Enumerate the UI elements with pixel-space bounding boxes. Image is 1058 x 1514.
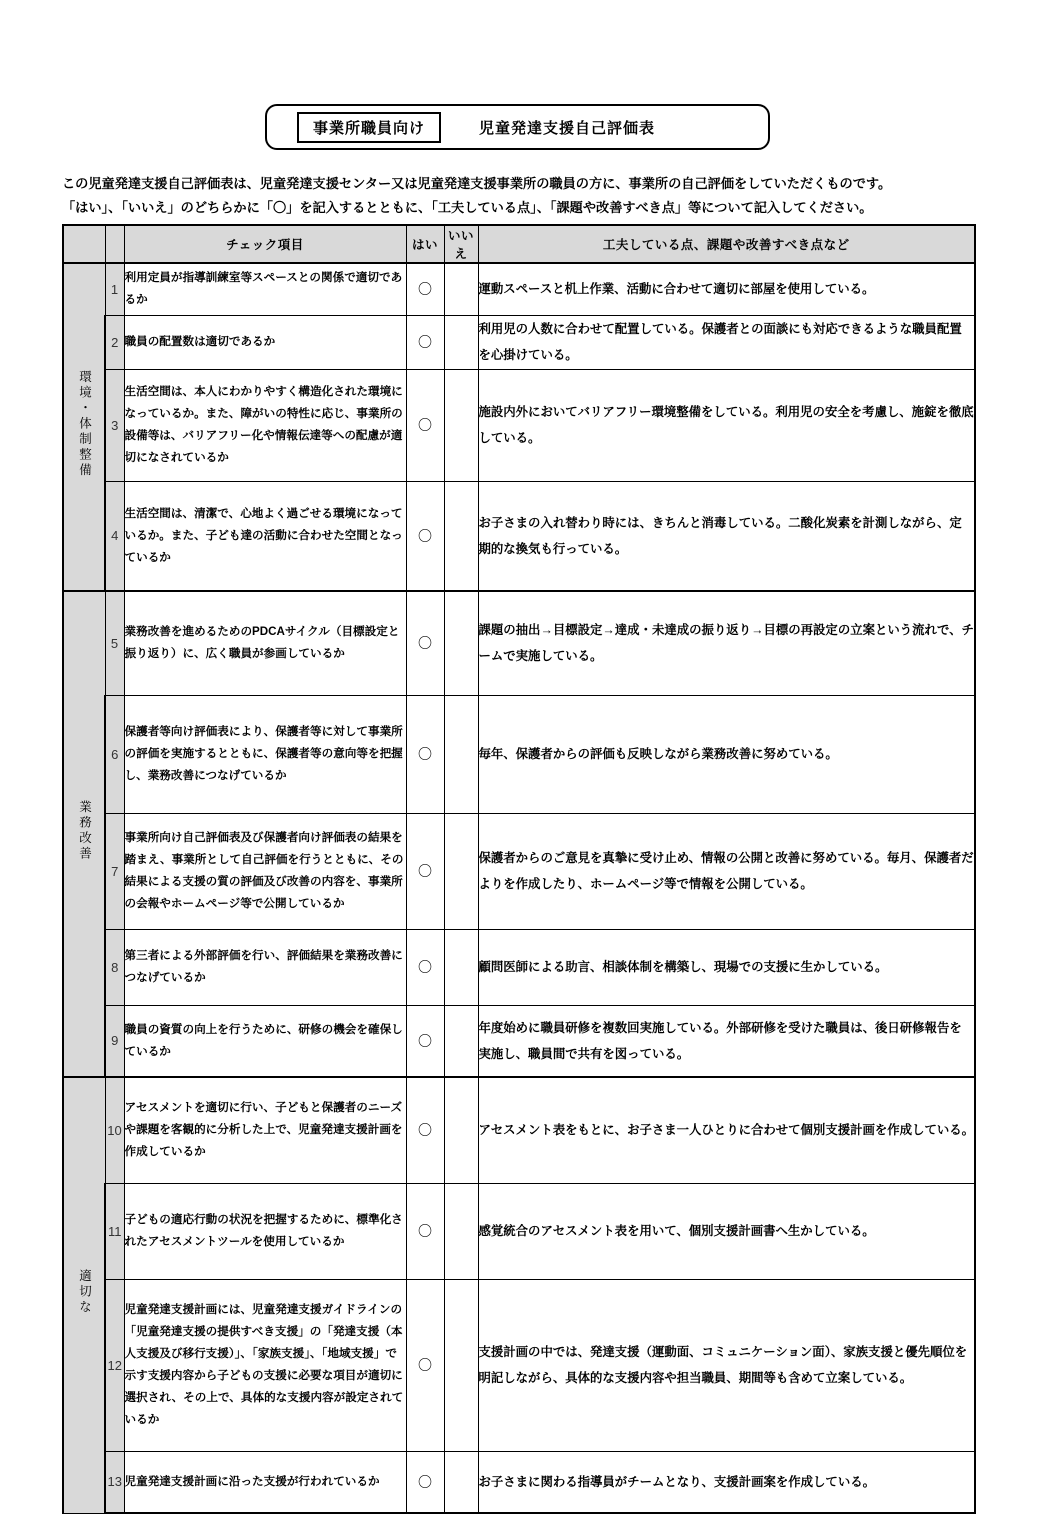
check-item-text: 児童発達支援計画に沿った支援が行われているか [124, 1451, 406, 1513]
remarks-text[interactable]: 年度始めに職員研修を複数回実施している。外部研修を受けた職員は、後日研修報告を実施し、職員間で共有を図っている。 [478, 1005, 975, 1077]
table-row [63, 591, 975, 695]
yes-answer-cell[interactable] [406, 1077, 444, 1183]
no-answer-cell[interactable] [444, 1005, 478, 1077]
circle-mark-icon: 〇 [418, 281, 432, 298]
no-answer-cell[interactable] [444, 1077, 478, 1183]
circle-mark-icon: 〇 [418, 863, 432, 879]
remarks-text[interactable]: 運動スペースと机上作業、活動に合わせて適切に部屋を使用している。 [478, 263, 975, 315]
row-number: 1 [105, 263, 124, 315]
check-item-text: 業務改善を進めるためのPDCAサイクル（目標設定と振り返り）に、広く職員が参画しているか [124, 591, 406, 695]
no-answer-cell[interactable] [444, 481, 478, 591]
circle-mark-icon: 〇 [418, 1223, 432, 1239]
circle-mark-icon: 〇 [418, 417, 432, 433]
row-number: 8 [105, 929, 124, 1005]
title-banner [265, 104, 770, 150]
category-label-cell [63, 591, 105, 1077]
remarks-text[interactable]: 課題の抽出→目標設定→達成・未達成の振り返り→目標の再設定の立案という流れで、チームで実施している。 [478, 591, 975, 695]
col-header-remarks: 工夫している点、課題や改善すべき点など [478, 225, 975, 263]
check-item-text: 保護者等向け評価表により、保護者等に対して事業所の評価を実施するとともに、保護者等の意向等を把握し、業務改善につなげているか [124, 695, 406, 813]
check-item-text: 生活空間は、本人にわかりやすく構造化された環境になっているか。また、障がいの特性に応じ、事業所の設備等は、バリアフリー化や情報伝達等への配慮が適切になされているか [124, 369, 406, 481]
no-answer-cell[interactable] [444, 263, 478, 315]
check-item-text: 職員の資質の向上を行うために、研修の機会を確保しているか [124, 1005, 406, 1077]
category-label: 適切な [77, 1269, 92, 1316]
yes-answer-cell[interactable] [406, 315, 444, 369]
category-label-cell [63, 263, 105, 591]
row-number: 7 [105, 813, 124, 929]
table-row [63, 695, 975, 813]
circle-mark-icon: 〇 [418, 1122, 432, 1139]
table-row [63, 315, 975, 369]
remarks-text[interactable]: 利用児の人数に合わせて配置している。保護者との面談にも対応できるような職員配置を心掛けている。 [478, 315, 975, 369]
no-answer-cell[interactable] [444, 1183, 478, 1279]
check-item-text: 事業所向け自己評価表及び保護者向け評価表の結果を踏まえ、事業所として自己評価を行うとともに、その結果による支援の質の評価及び改善の内容を、事業所の会報やホームページ等で公開しているか [124, 813, 406, 929]
no-answer-cell[interactable] [444, 369, 478, 481]
table-row [63, 813, 975, 929]
col-header-category [63, 225, 105, 263]
circle-mark-icon: 〇 [418, 1357, 432, 1373]
circle-mark-icon: 〇 [418, 334, 432, 350]
remarks-text[interactable]: 保護者からのご意見を真摯に受け止め、情報の公開と改善に努めている。毎月、保護者だよりを作成したり、ホームページ等で情報を公開している。 [478, 813, 975, 929]
circle-mark-icon: 〇 [418, 635, 432, 652]
row-number: 6 [105, 695, 124, 813]
remarks-text[interactable]: お子さまの入れ替わり時には、きちんと消毒している。二酸化炭素を計測しながら、定期的な換気も行っている。 [478, 481, 975, 591]
remarks-text[interactable]: アセスメント表をもとに、お子さま一人ひとりに合わせて個別支援計画を作成している。 [478, 1077, 975, 1183]
circle-mark-icon: 〇 [418, 527, 432, 544]
no-answer-cell[interactable] [444, 695, 478, 813]
check-item-text: 職員の配置数は適切であるか [124, 315, 406, 369]
circle-mark-icon: 〇 [418, 959, 432, 975]
evaluation-table-wrapper [62, 224, 974, 1514]
no-answer-cell[interactable] [444, 813, 478, 929]
row-number: 5 [105, 591, 124, 695]
yes-answer-cell[interactable] [406, 695, 444, 813]
intro-line-2: 「はい」、「いいえ」のどちらかに「〇」を記入するとともに、「工夫している点」、「課題や改善すべき点」等について記入してください。 [62, 200, 873, 215]
table-row [63, 1183, 975, 1279]
check-item-text: アセスメントを適切に行い、子どもと保護者のニーズや課題を客観的に分析した上で、児童発達支援計画を作成しているか [124, 1077, 406, 1183]
check-item-text: 利用定員が指導訓練室等スペースとの関係で適切であるか [124, 263, 406, 315]
yes-answer-cell[interactable] [406, 1451, 444, 1513]
row-number: 13 [105, 1451, 124, 1513]
category-label-cell [63, 1077, 105, 1513]
title-audience-tag: 事業所職員向け [297, 112, 441, 143]
yes-answer-cell[interactable] [406, 263, 444, 315]
row-number: 4 [105, 481, 124, 591]
table-row [63, 1279, 975, 1451]
intro-line-1: この児童発達支援自己評価表は、児童発達支援センター又は児童発達支援事業所の職員の方に、事業所の自己評価をしていただくものです。 [62, 176, 892, 191]
remarks-text[interactable]: お子さまに関わる指導員がチームとなり、支援計画案を作成している。 [478, 1451, 975, 1513]
check-item-text: 生活空間は、清潔で、心地よく過ごせる環境になっているか。また、子ども達の活動に合わせた空間となっているか [124, 481, 406, 591]
table-row [63, 369, 975, 481]
yes-answer-cell[interactable] [406, 1279, 444, 1451]
yes-answer-cell[interactable] [406, 1183, 444, 1279]
yes-answer-cell[interactable] [406, 369, 444, 481]
col-header-number [105, 225, 124, 263]
remarks-text[interactable]: 施設内外においてバリアフリー環境整備をしている。利用児の安全を考慮し、施錠を徹底している。 [478, 369, 975, 481]
table-row [63, 929, 975, 1005]
row-number: 3 [105, 369, 124, 481]
yes-answer-cell[interactable] [406, 1005, 444, 1077]
col-header-item: チェック項目 [124, 225, 406, 263]
intro-paragraph [62, 172, 1012, 220]
row-number: 2 [105, 315, 124, 369]
remarks-text[interactable]: 支援計画の中では、発達支援（運動面、コミュニケーション面）、家族支援と優先順位を明記しながら、具体的な支援内容や担当職員、期間等も含めて立案している。 [478, 1279, 975, 1451]
no-answer-cell[interactable] [444, 591, 478, 695]
check-item-text: 子どもの適応行動の状況を把握するために、標準化されたアセスメントツールを使用しているか [124, 1183, 406, 1279]
circle-mark-icon: 〇 [418, 746, 432, 762]
table-row [63, 1077, 975, 1183]
row-number: 10 [105, 1077, 124, 1183]
yes-answer-cell[interactable] [406, 591, 444, 695]
circle-mark-icon: 〇 [418, 1032, 432, 1049]
yes-answer-cell[interactable] [406, 813, 444, 929]
check-item-text: 児童発達支援計画には、児童発達支援ガイドラインの「児童発達支援の提供すべき支援」の「発達支援（本人支援及び移行支援）」、「家族支援」、「地域支援」で示す支援内容から子どもの支援に必要な項目が適切に選択され、その上で、具体的な支援内容が設定されているか [124, 1279, 406, 1451]
page-title: 児童発達支援自己評価表 [479, 119, 656, 137]
no-answer-cell[interactable] [444, 929, 478, 1005]
table-row [63, 1005, 975, 1077]
table-row [63, 481, 975, 591]
remarks-text[interactable]: 顧問医師による助言、相談体制を構築し、現場での支援に生かしている。 [478, 929, 975, 1005]
row-number: 9 [105, 1005, 124, 1077]
col-header-no: いいえ [444, 225, 478, 263]
table-header-row [63, 225, 975, 263]
remarks-text[interactable]: 感覚統合のアセスメント表を用いて、個別支援計画書へ生かしている。 [478, 1183, 975, 1279]
table-row [63, 1451, 975, 1513]
category-label: 環境・体制整備 [77, 369, 92, 479]
evaluation-table [62, 224, 976, 1514]
no-answer-cell[interactable] [444, 1279, 478, 1451]
circle-mark-icon: 〇 [418, 1473, 432, 1490]
remarks-text[interactable]: 毎年、保護者からの評価も反映しながら業務改善に努めている。 [478, 695, 975, 813]
no-answer-cell[interactable] [444, 315, 478, 369]
row-number: 11 [105, 1183, 124, 1279]
check-item-text: 第三者による外部評価を行い、評価結果を業務改善につなげているか [124, 929, 406, 1005]
no-answer-cell[interactable] [444, 1451, 478, 1513]
table-row [63, 263, 975, 315]
yes-answer-cell[interactable] [406, 929, 444, 1005]
category-label: 業務改善 [77, 800, 92, 862]
row-number: 12 [105, 1279, 124, 1451]
table-body [63, 263, 975, 1513]
col-header-yes: はい [406, 225, 444, 263]
yes-answer-cell[interactable] [406, 481, 444, 591]
